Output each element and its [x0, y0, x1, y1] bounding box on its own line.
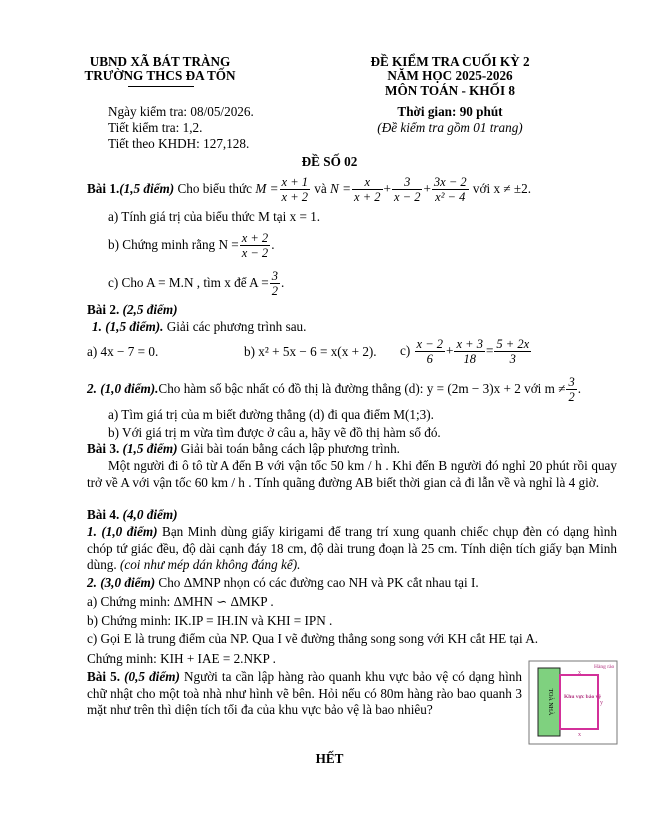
plan-periods: Tiết theo KHDH: 127,128.	[108, 136, 250, 151]
bai1-header: Bài 1. (1,5 điểm) Cho biểu thức M = $\frac{x + 1}{x + 2}$ và N = $\frac{x}{x + 2}$ + $\frac{3}{x - 2}$ + $\frac{3x - 2}{\text{x² − 4}}$ với x ≠ ±2.	[87, 174, 532, 204]
end-marker: HẾT	[315, 751, 344, 766]
bai4-p1: 1. (1,0 điểm) Bạn Minh dùng giấy kirigami để trang trí xung quanh chiếc chụp đèn có dạng hình chóp tứ giác đều, độ dài cạnh đáy 18 cm, độ dài trung đoạn là 25 cm. Tính diện tích giấy bạn Minh dùng. (coi như mép dán không đáng kể).	[87, 524, 617, 572]
fence-label: Hàng rào	[594, 664, 615, 670]
bai2-eq-a: a) 4x − 7 = 0.	[87, 344, 159, 359]
bai4-header: Bài 4. (4,0 điểm)	[87, 507, 178, 522]
fence-rect	[560, 675, 598, 729]
header-divider	[128, 86, 194, 87]
zone-label: Khu vực bảo vệ	[564, 694, 601, 700]
bai1-a: a) Tính giá trị của biểu thức M tại x = 1.	[108, 209, 321, 224]
exam-date: Ngày kiểm tra: 08/05/2026.	[108, 104, 254, 119]
bai2-eq-b: b) x² + 5x − 6 = x(x + 2).	[244, 344, 377, 359]
school-name: TRƯỜNG THCS ĐA TỐN	[84, 68, 236, 83]
bai4-c2: Chứng minh: KIH + IAE = 2.NKP .	[87, 651, 276, 666]
exam-time: Thời gian: 90 phút	[397, 104, 503, 119]
bai4-c: c) Gọi E là trung điểm của NP. Qua I vẽ đường thẳng song song với KH cắt HE tại A.	[87, 631, 539, 646]
y-label: y	[600, 700, 603, 706]
n-fraction-3: $\frac{3x - 2}{\text{x² − 4}}$	[433, 174, 467, 204]
and-word: và	[314, 181, 327, 196]
subject: MÔN TOÁN - KHỐI 8	[385, 83, 515, 98]
bai1-title: Bài 1.	[87, 181, 120, 196]
n-label: N =	[330, 181, 352, 196]
bai2-p2b: b) Với giá trị m vừa tìm được ở câu a, hãy vẽ đồ thị hàm số đó.	[108, 425, 441, 440]
bai2-p2: 2. (1,0 điểm). Cho hàm số bậc nhất có đồ thị là đường thẳng (d): y = (2m − 3)x + 2 với m ≠ $\frac{3}{2}$ .	[87, 374, 581, 404]
x-label-bottom: x	[578, 732, 581, 738]
bai5-text: Bài 5. (0,5 điểm) Người ta cần lập hàng rào quanh khu vực bảo vệ có dạng hình chữ nhật cho một toà nhà như hình vẽ bên. Hỏi nếu có 80m hàng rào bao quanh 3 mặt như trên thì diện tích tối đa của khu vực bảo vệ là bao nhiêu?	[87, 669, 522, 717]
bai2-p2a: a) Tìm giá trị của m biết đường thẳng (d) đi qua điểm M(1;3).	[108, 407, 434, 422]
n-fraction-1: $\frac{x}{x + 2}$	[354, 174, 381, 204]
bai1-b: b) Chứng minh rằng N = $\frac{x + 2}{x - 2}$ .	[108, 230, 275, 260]
bai3-header: Bài 3. (1,5 điểm) Giải bài toán bằng cách lập phương trình.	[87, 441, 400, 456]
bai3-text: Một người đi ô tô từ A đến B với vận tốc 50 km / h . Khi đến B người đó nghỉ 20 phút rồi quay trở về A với vận tốc 60 km / h . Tính quãng đường AB biết thời gian cả đi lẫn về và nghỉ là 4 giờ.	[87, 458, 617, 490]
school-authority: UBND XÃ BÁT TRÀNG	[89, 54, 231, 69]
fence-diagram	[528, 660, 618, 745]
exam-code: ĐỀ SỐ 02	[301, 154, 358, 169]
bai2-eq-c: c) $\frac{x - 2}{6}$ + $\frac{x + 3}{18}$ = $\frac{5 + 2x}{3}$	[400, 336, 530, 366]
bai4-b: b) Chứng minh: IK.IP = IH.IN và KHI = IPN .	[87, 613, 333, 628]
bai4-a: a) Chứng minh: ΔMHN ∽ ΔMKP .	[87, 594, 274, 609]
bai2-header: Bài 2. (2,5 điểm)	[87, 302, 178, 317]
exam-title: ĐỀ KIỂM TRA CUỐI KỲ 2	[370, 54, 530, 69]
n-fraction-2: $\frac{3}{x - 2}$	[393, 174, 421, 204]
pages-note: (Đề kiểm tra gồm 01 trang)	[377, 120, 523, 135]
building-label: TOÀ NHÀ	[547, 688, 553, 716]
bai1-c: c) Cho A = M.N , tìm x để A = $\frac{3}{2}$ .	[108, 268, 285, 298]
x-label: x	[578, 670, 581, 676]
bai1-condition: với x ≠ ±2.	[472, 181, 532, 196]
bai4-p2: 2. (3,0 điểm) Cho ΔMNP nhọn có các đường cao NH và PK cắt nhau tại I.	[87, 575, 479, 590]
m-fraction: $\frac{x + 1}{x + 2}$	[281, 174, 308, 204]
m-label: M =	[255, 181, 279, 196]
school-year: NĂM HỌC 2025-2026	[387, 68, 513, 83]
bai1-intro: Cho biểu thức	[177, 181, 253, 196]
bai1-points: (1,5 điểm)	[119, 181, 175, 196]
bai2-p1: 1. (1,5 điểm). Giải các phương trình sau.	[92, 319, 307, 334]
exam-periods: Tiết kiểm tra: 1,2.	[108, 120, 203, 135]
